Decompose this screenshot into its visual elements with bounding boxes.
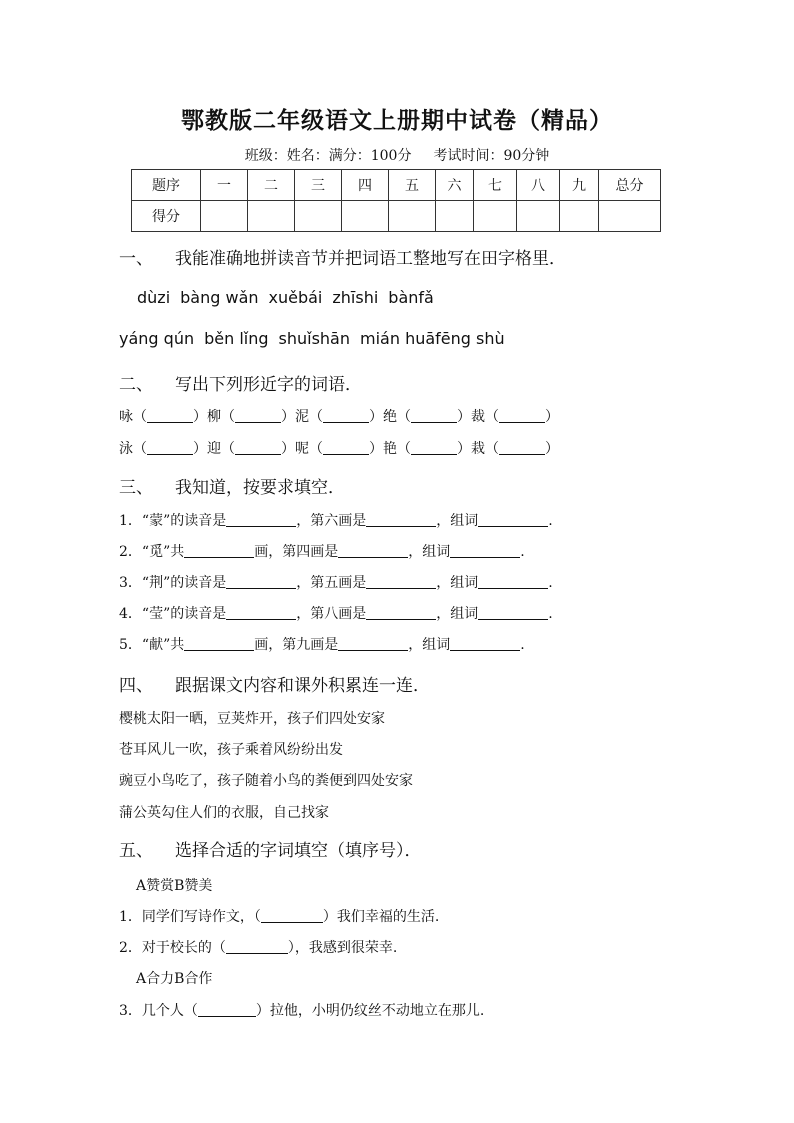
question-text: ）拉他，小明仍纹丝不动地立在那儿. [255, 1003, 485, 1019]
score-input-cell[interactable] [389, 201, 436, 232]
options-line: A赞赏B赞美 [136, 878, 213, 894]
pinyin-word: dùzi [137, 288, 171, 307]
question-text: ，组词 [436, 513, 479, 529]
pinyin-row-1 [137, 288, 444, 307]
table-cell: 总分 [599, 170, 661, 201]
answer-blank[interactable] [478, 574, 548, 589]
question-text: ，第八画是 [296, 606, 367, 622]
section-number: 五、 [119, 841, 153, 861]
answer-blank[interactable] [450, 636, 520, 651]
table-cell: 八 [517, 170, 560, 201]
question-text: 3．几个人（ [119, 1003, 198, 1019]
class-label: 班级： [244, 148, 287, 164]
answer-blank[interactable] [323, 408, 369, 423]
section-number: 四、 [119, 676, 153, 696]
answer-blank[interactable] [198, 1002, 256, 1017]
table-cell: 得分 [132, 201, 201, 232]
section-5-heading [119, 836, 422, 861]
table-cell: 五 [389, 170, 436, 201]
fill-in-item [119, 603, 553, 623]
answer-blank[interactable] [226, 939, 288, 954]
question-text: ，组词 [436, 606, 479, 622]
char-prompt: ）绝（ [369, 409, 411, 425]
table-cell: 题序 [132, 170, 201, 201]
question-text: 画，第四画是 [254, 544, 339, 560]
full-score: 满分：100分 [328, 148, 412, 164]
score-table-score-row [132, 201, 661, 232]
question-text: ，第五画是 [296, 575, 367, 591]
answer-blank[interactable] [338, 543, 408, 558]
question-text: 2．“觅”共 [119, 544, 185, 560]
section-number: 一、 [119, 249, 153, 269]
score-input-cell[interactable] [342, 201, 389, 232]
section-3-heading [119, 473, 345, 498]
table-cell: 六 [436, 170, 474, 201]
table-cell: 一 [201, 170, 248, 201]
question-text: 3．“荆”的读音是 [119, 575, 227, 591]
answer-blank[interactable] [235, 408, 281, 423]
question-text: . [548, 513, 553, 529]
answer-blank[interactable] [366, 512, 436, 527]
section-text: 我知道，按要求填空． [175, 478, 345, 498]
score-input-cell[interactable] [436, 201, 474, 232]
answer-blank[interactable] [184, 543, 254, 558]
answer-blank[interactable] [366, 605, 436, 620]
section-number: 二、 [119, 375, 153, 395]
char-prompt: ）迎（ [193, 441, 235, 457]
answer-blank[interactable] [226, 512, 296, 527]
answer-blank[interactable] [184, 636, 254, 651]
fill-in-item [119, 572, 553, 592]
question-text: 画，第九画是 [254, 637, 339, 653]
pinyin-word: yáng qún [119, 329, 195, 348]
score-input-cell[interactable] [560, 201, 599, 232]
answer-blank[interactable] [226, 574, 296, 589]
table-cell: 四 [342, 170, 389, 201]
connect-item: 豌豆小鸟吃了，孩子随着小鸟的粪便到四处安家 [119, 773, 413, 789]
question-text: ），我感到很荣幸. [287, 940, 398, 956]
score-table-header-row [132, 170, 661, 201]
section-1-heading [119, 244, 566, 269]
question-text: ）我们幸福的生活. [322, 909, 440, 925]
question-text: . [548, 606, 553, 622]
section-text: 选择合适的字词填空（填序号）． [175, 841, 422, 861]
char-prompt: ）艳（ [369, 441, 411, 457]
question-text: 4．“莹”的读音是 [119, 606, 227, 622]
answer-blank[interactable] [450, 543, 520, 558]
answer-blank[interactable] [411, 408, 457, 423]
fill-in-item [119, 541, 525, 561]
section-text: 我能准确地拼读音节并把词语工整地写在田字格里． [175, 249, 566, 269]
answer-blank[interactable] [147, 440, 193, 455]
score-input-cell[interactable] [474, 201, 517, 232]
char-prompt: 咏（ [119, 409, 147, 425]
answer-blank[interactable] [226, 605, 296, 620]
fill-in-item [119, 634, 525, 654]
choice-question [119, 906, 439, 926]
section-text: 跟据课文内容和课外积累连一连． [175, 676, 430, 696]
char-prompt: ） [545, 409, 559, 425]
connect-item: 苍耳风儿一吹，孩子乘着风纷纷出发 [119, 742, 343, 758]
answer-blank[interactable] [261, 908, 323, 923]
exam-info [0, 145, 794, 165]
pinyin-word: xuěbái [268, 288, 323, 307]
answer-blank[interactable] [147, 408, 193, 423]
section-text: 写出下列形近字的词语． [175, 375, 362, 395]
question-text: ，第六画是 [296, 513, 367, 529]
question-text: ，组词 [408, 637, 451, 653]
score-table [131, 169, 661, 232]
question-text: . [520, 637, 525, 653]
choice-question [119, 937, 397, 957]
score-input-cell[interactable] [599, 201, 661, 232]
table-cell: 三 [295, 170, 342, 201]
question-text: 2．对于校长的（ [119, 940, 226, 956]
table-cell: 九 [560, 170, 599, 201]
answer-blank[interactable] [235, 440, 281, 455]
answer-blank[interactable] [478, 512, 548, 527]
char-prompt: ）泥（ [281, 409, 323, 425]
table-cell: 七 [474, 170, 517, 201]
char-prompt: 泳（ [119, 441, 147, 457]
question-text: . [520, 544, 525, 560]
char-prompt: ）柳（ [193, 409, 235, 425]
answer-blank[interactable] [499, 408, 545, 423]
connect-item: 樱桃太阳一晒，豆荚炸开，孩子们四处安家 [119, 711, 385, 727]
name-label: 姓名： [286, 148, 329, 164]
section-2-heading [119, 370, 362, 395]
pinyin-word: zhīshi [332, 288, 379, 307]
question-text: 1．“蒙”的读音是 [119, 513, 227, 529]
similar-chars-row-2 [119, 438, 559, 458]
pinyin-word: běn lǐng [204, 329, 269, 348]
char-prompt: ）裁（ [457, 409, 499, 425]
score-input-cell[interactable] [517, 201, 560, 232]
answer-blank[interactable] [478, 605, 548, 620]
answer-blank[interactable] [323, 440, 369, 455]
answer-blank[interactable] [499, 440, 545, 455]
fill-in-item [119, 510, 553, 530]
question-text: ，组词 [436, 575, 479, 591]
pinyin-word: bàng wǎn [180, 288, 259, 307]
options-line: A合力B合作 [136, 971, 213, 987]
pinyin-row-2 [119, 329, 515, 348]
question-text: ，组词 [408, 544, 451, 560]
answer-blank[interactable] [338, 636, 408, 651]
answer-blank[interactable] [411, 440, 457, 455]
char-prompt: ）呢（ [281, 441, 323, 457]
score-input-cell[interactable] [295, 201, 342, 232]
pinyin-word: shuǐshān [278, 329, 350, 348]
connect-item: 蒲公英勾住人们的衣服，自己找家 [119, 805, 329, 821]
section-4-heading [119, 671, 430, 696]
char-prompt: ） [545, 441, 559, 457]
score-input-cell[interactable] [248, 201, 295, 232]
choice-question [119, 1000, 484, 1020]
score-input-cell[interactable] [201, 201, 248, 232]
pinyin-word: mián huāfēng shù [360, 329, 505, 348]
exam-time: 考试时间：90分钟 [433, 148, 550, 164]
question-text: 5．“献”共 [119, 637, 185, 653]
question-text: . [548, 575, 553, 591]
char-prompt: ）栽（ [457, 441, 499, 457]
question-text: 1．同学们写诗作文，（ [119, 909, 261, 925]
pinyin-word: bànfǎ [388, 288, 434, 307]
similar-chars-row-1 [119, 406, 559, 426]
section-number: 三、 [119, 478, 153, 498]
table-cell: 二 [248, 170, 295, 201]
answer-blank[interactable] [366, 574, 436, 589]
page-title: 鄂教版二年级语文上册期中试卷（精品） [181, 107, 613, 134]
